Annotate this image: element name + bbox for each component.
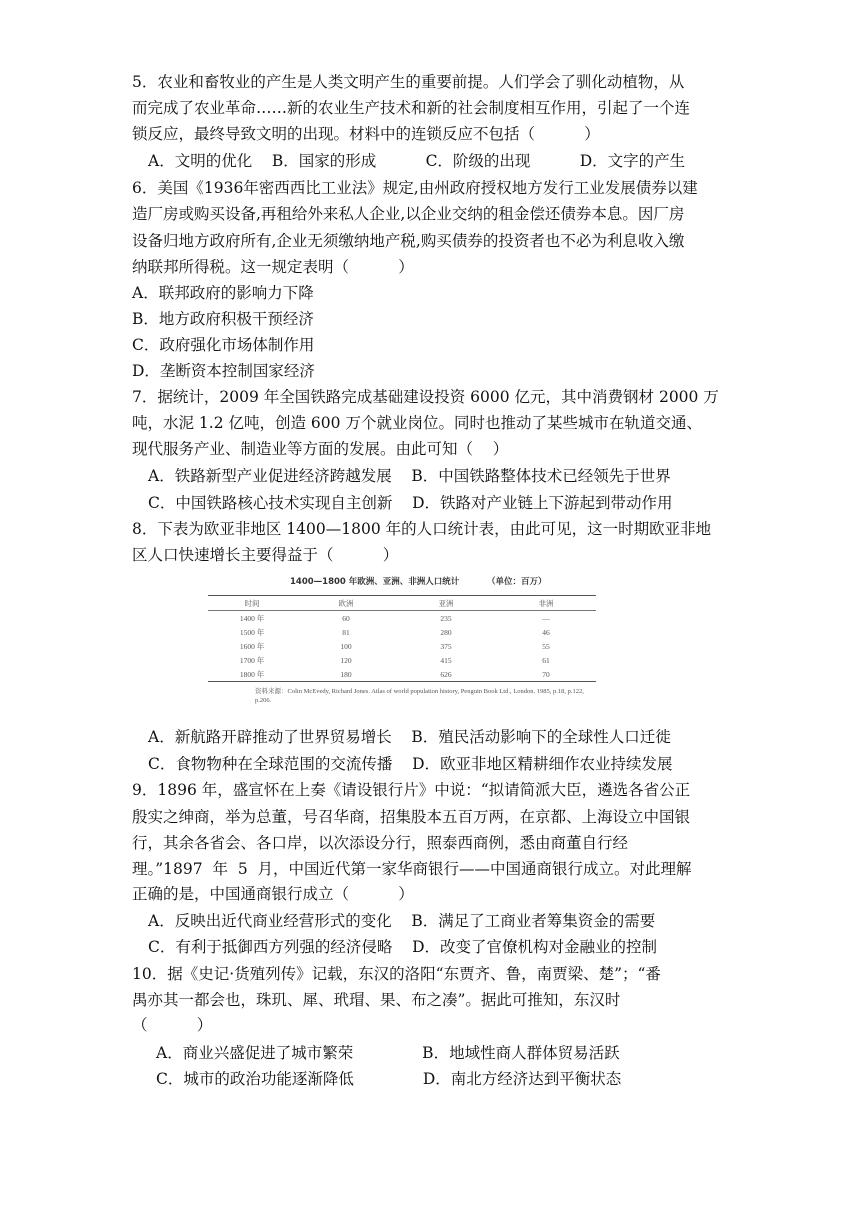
- q8-stem-line-2: 区人口快速增长主要得益于（ ）: [132, 546, 399, 564]
- cell-asia: 626: [440, 669, 452, 679]
- q10-stem-line-1: 10．据《史记·货殖列传》记载，东汉的洛阳“东贾齐、鲁，南贾梁、楚”；“番: [132, 965, 661, 983]
- cell-europe: 100: [340, 641, 352, 651]
- q5-stem-line-1: 5．农业和畜牧业的产生是人类文明产生的重要前提。人们学会了驯化动植物，从: [132, 73, 685, 91]
- cell-africa: 55: [542, 641, 550, 651]
- cell-time: 1400 年: [239, 613, 265, 623]
- q8-stem-line-1: 8．下表为欧亚非地区 1400—1800 年的人口统计表，由此可见，这一时期欧亚非地: [132, 520, 712, 538]
- q7-stem-line-3: 现代服务产业、制造业等方面的发展。由此可知（ ）: [132, 440, 509, 458]
- cell-asia: 235: [440, 613, 452, 623]
- table-unit: （单位：百万）: [487, 577, 547, 587]
- q5-stem-line-2: 而完成了农业革命……新的农业生产技术和新的社会制度相互作用，引起了一个连: [132, 99, 691, 117]
- cell-africa: 46: [542, 627, 550, 637]
- table-source-note: 资料来源：Colin McEvedy, Richard Jones. Atlas of world population history, Penguin Book Ltd., London. 1985, p.18, p.122, p.206.: [255, 688, 584, 704]
- cell-asia: 415: [440, 655, 452, 665]
- cell-europe: 81: [342, 627, 350, 637]
- q8-options-row-2: C．食物物种在全球范围的交流传播 D．欧亚非地区精耕细作农业持续发展: [148, 755, 673, 773]
- q10-options-row-1: A．商业兴盛促进了城市繁荣 B．地域性商人群体贸易活跃: [156, 1044, 620, 1062]
- q6-option-b: B．地方政府积极干预经济: [132, 310, 314, 328]
- table-title: 1400—1800 年欧洲、亚洲、非洲人口统计: [290, 577, 460, 587]
- cell-time: 1500 年: [239, 627, 265, 637]
- q9-stem-line-2: 殷实之绅商，举为总董，号召华商，招集股本五百万两，在京都、上海设立中国银: [132, 808, 691, 826]
- q7-stem-line-2: 吨，水泥 1.2 亿吨，创造 600 万个就业岗位。同时也推动了某些城市在轨道交通、: [132, 414, 702, 432]
- cell-africa: 61: [542, 655, 550, 665]
- q6-option-c: C．政府强化市场体制作用: [132, 336, 315, 354]
- cell-asia: 280: [440, 627, 452, 637]
- q7-options-row-1: A．铁路新型产业促进经济跨越发展 B．中国铁路整体技术已经领先于世界: [148, 467, 671, 485]
- q9-options-row-2: C．有利于抵御西方列强的经济侵略 D．改变了官僚机构对金融业的控制: [148, 938, 657, 956]
- table-row: [208, 639, 596, 653]
- q6-stem-line-1: 6．美国《1936年密西西比工业法》规定,由州政府授权地方发行工业发展债券以建: [132, 179, 698, 197]
- q5-stem-line-3: 锁反应，最终导致文明的出现。材料中的连锁反应不包括（ ）: [132, 125, 600, 143]
- cell-time: 1800 年: [239, 669, 265, 679]
- population-table-figure: [205, 573, 600, 713]
- q5-options: A．文明的优化 B．国家的形成 C．阶级的出现 D．文字的产生: [148, 152, 686, 170]
- population-table: [208, 595, 596, 682]
- cell-time: 1600 年: [239, 641, 265, 651]
- q6-option-d: D．垄断资本控制国家经济: [132, 362, 315, 380]
- q10-stem-line-2: 禺亦其一都会也，珠玑、犀、玳瑁、果、布之凑”。据此可推知，东汉时: [132, 991, 621, 1009]
- q10-options-row-2: C．城市的政治功能逐渐降低 D．南北方经济达到平衡状态: [156, 1070, 622, 1088]
- q6-option-a: A．联邦政府的影响力下降: [132, 284, 314, 302]
- header-europe: 欧洲: [338, 598, 354, 608]
- q9-stem-line-5: 正确的是，中国通商银行成立（ ）: [132, 885, 414, 903]
- q9-stem-line-4: 理。”1897 年 5 月，中国近代第一家华商银行——中国通商银行成立。对此理解: [132, 860, 692, 878]
- q9-stem-line-3: 行，其余各省会、各口岸，以次添设分行，照泰西商例，悉由商董自行经: [132, 834, 629, 852]
- cell-time: 1700 年: [239, 655, 265, 665]
- cell-europe: 60: [342, 613, 350, 623]
- q7-stem-line-1: 7．据统计，2009 年全国铁路完成基础建设投资 6000 亿元，其中消费钢材 2000 万: [132, 388, 719, 406]
- table-row: [208, 667, 596, 682]
- q9-options-row-1: A．反映出近代商业经营形式的变化 B．满足了工商业者筹集资金的需要: [148, 912, 656, 930]
- table-row: [208, 625, 596, 639]
- cell-africa: —: [542, 613, 550, 623]
- q9-stem-line-1: 9．1896 年，盛宣怀在上奏《请设银行片》中说：“拟请简派大臣，遴选各省公正: [132, 781, 691, 799]
- q8-options-row-1: A．新航路开辟推动了世界贸易增长 B．殖民活动影响下的全球性人口迁徙: [148, 728, 671, 746]
- header-time: 时间: [244, 598, 260, 608]
- table-row: [208, 653, 596, 667]
- q6-stem-line-4: 纳联邦所得税。这一规定表明（ ）: [132, 258, 414, 276]
- table-header-row: [208, 596, 596, 611]
- q7-options-row-2: C．中国铁路核心技术实现自主创新 D．铁路对产业链上下游起到带动作用: [148, 494, 673, 512]
- cell-asia: 375: [440, 641, 452, 651]
- q6-stem-line-3: 设备归地方政府所有,企业无须缴纳地产税,购买债券的投资者也不必为利息收入缴: [132, 232, 685, 250]
- header-asia: 亚洲: [438, 598, 454, 608]
- cell-europe: 180: [340, 669, 352, 679]
- q10-answer-blank: （ ）: [132, 1016, 213, 1034]
- cell-africa: 70: [542, 669, 550, 679]
- header-africa: 非洲: [538, 598, 554, 608]
- q6-stem-line-2: 造厂房或购买设备,再租给外来私人企业,以企业交纳的租金偿还债券本息。因厂房: [132, 205, 685, 223]
- cell-europe: 120: [340, 655, 352, 665]
- table-row: [208, 611, 596, 626]
